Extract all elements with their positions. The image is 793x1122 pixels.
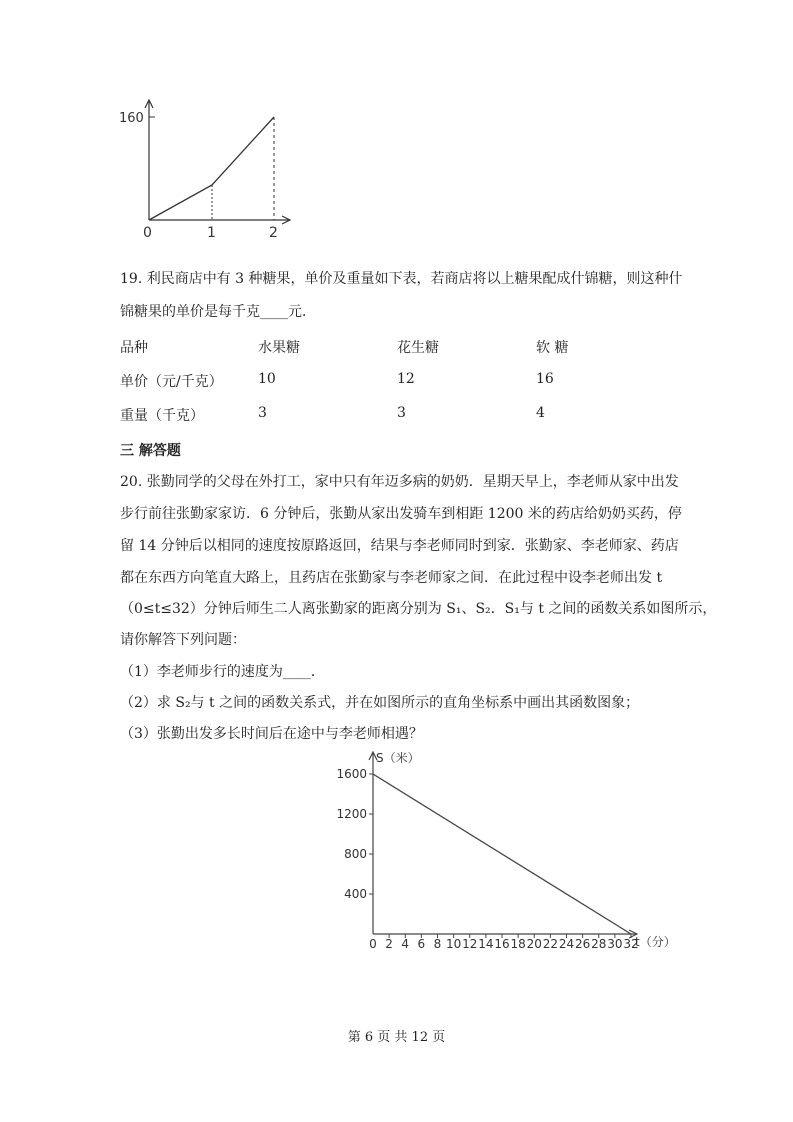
q19-line-2: 锦糖果的单价是每千克____元． [120, 304, 316, 320]
table-cell: 单价（元/千克） [120, 374, 223, 390]
table-cell: 重量（千克） [120, 408, 204, 424]
chart-y-tick-label: 800 [344, 847, 367, 861]
chart-y-label: S（米） [376, 751, 420, 765]
top-graph-line [149, 117, 274, 220]
chart-y-tick-label: 1600 [336, 767, 367, 781]
chart-series-s1-line [373, 774, 631, 934]
chart-x-tick-label: 24 [558, 937, 575, 951]
q20-sub-1: （1）李老师步行的速度为____． [120, 664, 325, 680]
table-cell: 10 [258, 371, 276, 387]
q20-line-3: 留 14 分钟后以相同的速度按原路返回，结果与李老师同时到家．张勤家、李老师家、药店 [120, 538, 679, 554]
chart-x-tick-label: 2 [385, 937, 393, 951]
q19-line-1: 19. 利民商店中有 3 种糖果，单价及重量如下表，若商店将以上糖果配成什锦糖，则这种什 [120, 271, 683, 287]
chart-x-tick-label: 14 [478, 937, 494, 951]
chart-x-tick-label: 30 [607, 937, 623, 951]
chart-y-tick-label: 400 [344, 887, 367, 901]
q20-sub-3: （3）张勤出发多长时间后在途中与李老师相遇？ [120, 726, 423, 742]
table-header-0: 品种 [120, 340, 148, 356]
table-cell: 3 [397, 405, 406, 421]
chart-x-tick-label: 26 [574, 937, 591, 951]
q20-line-6: 请你解答下列问题： [120, 632, 246, 648]
table-header-1: 水果糖 [258, 340, 300, 356]
section-heading: 三 解答题 [120, 443, 181, 459]
top-graph [110, 95, 300, 245]
chart-x-tick-label: 20 [526, 937, 542, 951]
top-graph-x-tick-2: 2 [269, 225, 278, 241]
table-header-3: 软 糖 [536, 340, 569, 356]
chart-x-tick-label: 10 [445, 937, 462, 951]
q20-sub-2: （2）求 S₂与 t 之间的函数关系式，并在如图所示的直角坐标系中画出其函数图象； [120, 695, 640, 711]
q20-line-5: （0≤t≤32）分钟后师生二人离张勤家的距离分别为 S₁、S₂．S₁与 t 之间的函数关系如图所示， [120, 601, 717, 617]
q20-line-4: 都在东西方向笔直大路上，且药店在张勤家与李老师家之间．在此过程中设李老师出发 t [120, 570, 663, 586]
q20-line-1: 20. 张勤同学的父母在外打工，家中只有年迈多病的奶奶．星期天早上，李老师从家中出发 [120, 474, 679, 490]
chart-x-tick-label: 6 [417, 937, 426, 951]
chart-x-tick-label: 8 [433, 937, 442, 951]
chart-y-tick-label: 1200 [336, 807, 367, 821]
table-header-2: 花生糖 [397, 340, 439, 356]
table-cell: 16 [536, 371, 554, 387]
table-cell: 3 [258, 405, 267, 421]
chart-x-tick-label: 0 [369, 937, 377, 951]
q20-line-2: 步行前往张勤家家访．6 分钟后，张勤从家出发骑车到相距 1200 米的药店给奶奶买药，停 [120, 506, 682, 522]
chart-x-tick-label: 32 [623, 937, 639, 951]
table-cell: 4 [536, 405, 545, 421]
chart-x-tick-label: 18 [510, 937, 526, 951]
top-graph-x-tick-1: 1 [207, 225, 216, 241]
chart-x-tick-label: 28 [591, 937, 607, 951]
top-graph-y-tick: 160 [119, 111, 144, 126]
top-graph-x-tick-0: 0 [143, 225, 152, 241]
chart-x-label: t（分） [635, 935, 676, 949]
distance-time-chart [330, 745, 680, 960]
chart-x-tick-label: 12 [462, 937, 478, 951]
chart-x-tick-label: 4 [401, 937, 410, 951]
table-cell: 12 [397, 371, 415, 387]
chart-x-tick-label: 16 [494, 937, 510, 951]
page-footer: 第 6 页 共 12 页 [347, 1030, 446, 1045]
chart-x-tick-label: 22 [542, 937, 559, 951]
